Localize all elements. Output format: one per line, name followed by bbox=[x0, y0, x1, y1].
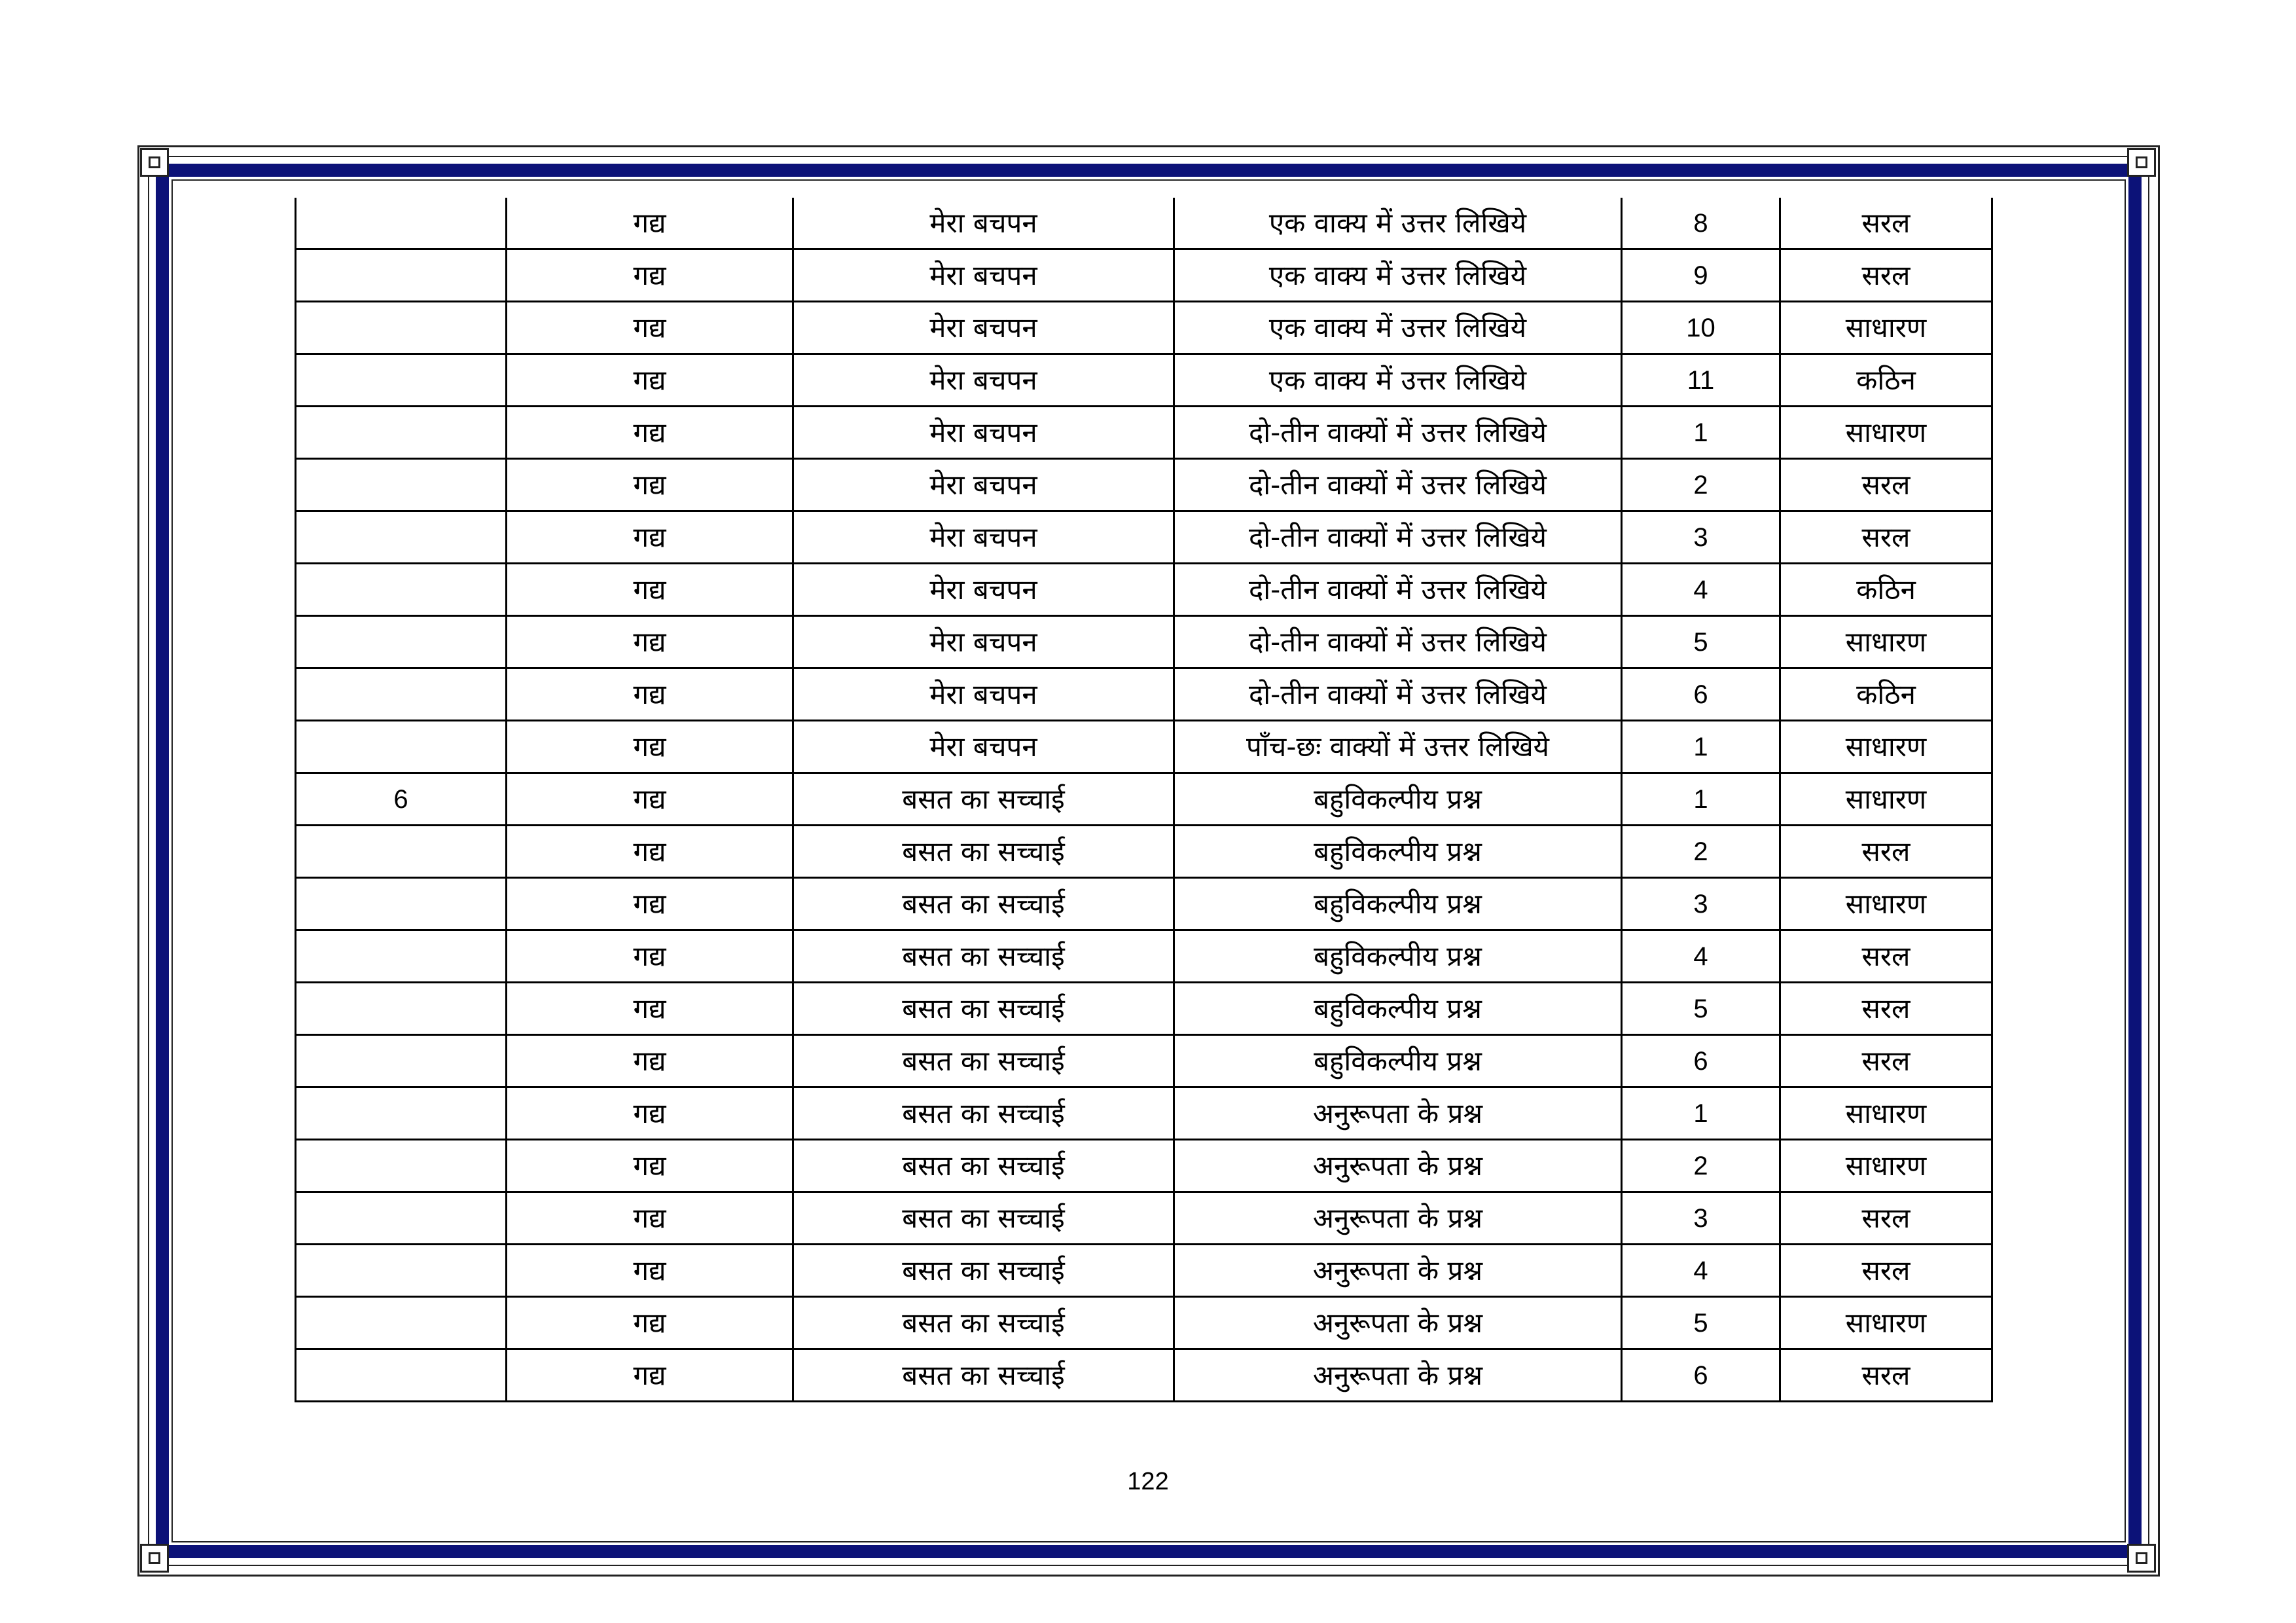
cell-lesson-name: बसत का सच्चाई bbox=[793, 773, 1174, 826]
cell-difficulty-level: सरल bbox=[1780, 1245, 1992, 1297]
cell-difficulty-level: सरल bbox=[1780, 1349, 1992, 1402]
cell-serial bbox=[296, 668, 507, 721]
cell-question-number: 3 bbox=[1622, 878, 1780, 930]
cell-question-number: 5 bbox=[1622, 983, 1780, 1035]
cell-question-number: 5 bbox=[1622, 1297, 1780, 1349]
cell-question-number: 3 bbox=[1622, 511, 1780, 564]
cell-question-number: 1 bbox=[1622, 1087, 1780, 1140]
cell-difficulty-level: साधारण bbox=[1780, 616, 1992, 668]
table-row bbox=[296, 1349, 1992, 1402]
border-corner-ornament bbox=[140, 148, 169, 177]
cell-question-type: अनुरूपता के प्रश्न bbox=[1174, 1245, 1622, 1297]
cell-question-number: 10 bbox=[1622, 302, 1780, 354]
cell-question-number: 4 bbox=[1622, 1245, 1780, 1297]
table-row bbox=[296, 354, 1992, 407]
cell-question-type: एक वाक्य में उत्तर लिखिये bbox=[1174, 302, 1622, 354]
cell-difficulty-level: सरल bbox=[1780, 459, 1992, 511]
cell-section-type: गद्य bbox=[507, 302, 793, 354]
cell-difficulty-level: सरल bbox=[1780, 249, 1992, 302]
cell-question-type: दो-तीन वाक्यों में उत्तर लिखिये bbox=[1174, 407, 1622, 459]
cell-question-number: 9 bbox=[1622, 249, 1780, 302]
cell-question-type: अनुरूपता के प्रश्न bbox=[1174, 1087, 1622, 1140]
cell-difficulty-level: सरल bbox=[1780, 511, 1992, 564]
cell-lesson-name: मेरा बचपन bbox=[793, 511, 1174, 564]
cell-difficulty-level: कठिन bbox=[1780, 564, 1992, 616]
cell-question-type: बहुविकल्पीय प्रश्न bbox=[1174, 878, 1622, 930]
table-row bbox=[296, 198, 1992, 249]
cell-question-type: बहुविकल्पीय प्रश्न bbox=[1174, 930, 1622, 983]
table-row bbox=[296, 878, 1992, 930]
cell-section-type: गद्य bbox=[507, 721, 793, 773]
cell-serial bbox=[296, 826, 507, 878]
cell-question-number: 6 bbox=[1622, 668, 1780, 721]
cell-lesson-name: बसत का सच्चाई bbox=[793, 1140, 1174, 1192]
cell-question-type: बहुविकल्पीय प्रश्न bbox=[1174, 983, 1622, 1035]
cell-lesson-name: बसत का सच्चाई bbox=[793, 1245, 1174, 1297]
cell-difficulty-level: साधारण bbox=[1780, 302, 1992, 354]
cell-serial bbox=[296, 721, 507, 773]
border-corner-ornament bbox=[2127, 1544, 2156, 1573]
table-row bbox=[296, 459, 1992, 511]
cell-serial bbox=[296, 983, 507, 1035]
table-body bbox=[296, 198, 1992, 1402]
cell-difficulty-level: साधारण bbox=[1780, 1087, 1992, 1140]
cell-serial bbox=[296, 198, 507, 249]
cell-lesson-name: मेरा बचपन bbox=[793, 249, 1174, 302]
cell-question-type: एक वाक्य में उत्तर लिखिये bbox=[1174, 198, 1622, 249]
table-row bbox=[296, 1035, 1992, 1087]
cell-lesson-name: बसत का सच्चाई bbox=[793, 1297, 1174, 1349]
table-row bbox=[296, 1192, 1992, 1245]
cell-question-number: 1 bbox=[1622, 721, 1780, 773]
cell-serial bbox=[296, 1035, 507, 1087]
cell-lesson-name: मेरा बचपन bbox=[793, 668, 1174, 721]
cell-section-type: गद्य bbox=[507, 773, 793, 826]
table-row bbox=[296, 249, 1992, 302]
cell-section-type: गद्य bbox=[507, 1087, 793, 1140]
cell-question-type: अनुरूपता के प्रश्न bbox=[1174, 1349, 1622, 1402]
cell-question-number: 5 bbox=[1622, 616, 1780, 668]
cell-lesson-name: बसत का सच्चाई bbox=[793, 1349, 1174, 1402]
cell-section-type: गद्य bbox=[507, 983, 793, 1035]
cell-question-number: 2 bbox=[1622, 1140, 1780, 1192]
table-row bbox=[296, 1245, 1992, 1297]
cell-serial bbox=[296, 1297, 507, 1349]
cell-question-type: दो-तीन वाक्यों में उत्तर लिखिये bbox=[1174, 668, 1622, 721]
cell-lesson-name: मेरा बचपन bbox=[793, 616, 1174, 668]
cell-question-type: बहुविकल्पीय प्रश्न bbox=[1174, 826, 1622, 878]
cell-difficulty-level: सरल bbox=[1780, 930, 1992, 983]
cell-question-type: दो-तीन वाक्यों में उत्तर लिखिये bbox=[1174, 459, 1622, 511]
cell-difficulty-level: साधारण bbox=[1780, 878, 1992, 930]
cell-section-type: गद्य bbox=[507, 1245, 793, 1297]
cell-serial bbox=[296, 1245, 507, 1297]
cell-lesson-name: बसत का सच्चाई bbox=[793, 1087, 1174, 1140]
cell-lesson-name: बसत का सच्चाई bbox=[793, 930, 1174, 983]
cell-difficulty-level: सरल bbox=[1780, 1192, 1992, 1245]
cell-serial bbox=[296, 407, 507, 459]
cell-serial bbox=[296, 249, 507, 302]
cell-serial bbox=[296, 302, 507, 354]
cell-question-number: 3 bbox=[1622, 1192, 1780, 1245]
cell-serial bbox=[296, 459, 507, 511]
cell-question-type: अनुरूपता के प्रश्न bbox=[1174, 1297, 1622, 1349]
cell-question-number: 4 bbox=[1622, 930, 1780, 983]
cell-lesson-name: मेरा बचपन bbox=[793, 459, 1174, 511]
cell-serial bbox=[296, 930, 507, 983]
cell-difficulty-level: सरल bbox=[1780, 983, 1992, 1035]
cell-serial: 6 bbox=[296, 773, 507, 826]
cell-serial bbox=[296, 354, 507, 407]
cell-question-type: अनुरूपता के प्रश्न bbox=[1174, 1140, 1622, 1192]
cell-serial bbox=[296, 878, 507, 930]
cell-question-type: दो-तीन वाक्यों में उत्तर लिखिये bbox=[1174, 511, 1622, 564]
cell-section-type: गद्य bbox=[507, 198, 793, 249]
cell-question-type: अनुरूपता के प्रश्न bbox=[1174, 1192, 1622, 1245]
cell-section-type: गद्य bbox=[507, 459, 793, 511]
table-row bbox=[296, 616, 1992, 668]
table-row bbox=[296, 773, 1992, 826]
cell-lesson-name: मेरा बचपन bbox=[793, 721, 1174, 773]
cell-serial bbox=[296, 1192, 507, 1245]
cell-difficulty-level: कठिन bbox=[1780, 354, 1992, 407]
cell-lesson-name: बसत का सच्चाई bbox=[793, 1035, 1174, 1087]
cell-lesson-name: मेरा बचपन bbox=[793, 407, 1174, 459]
table-row bbox=[296, 668, 1992, 721]
cell-difficulty-level: सरल bbox=[1780, 198, 1992, 249]
cell-question-number: 4 bbox=[1622, 564, 1780, 616]
cell-difficulty-level: साधारण bbox=[1780, 721, 1992, 773]
cell-question-type: एक वाक्य में उत्तर लिखिये bbox=[1174, 354, 1622, 407]
cell-question-type: बहुविकल्पीय प्रश्न bbox=[1174, 773, 1622, 826]
cell-section-type: गद्य bbox=[507, 1192, 793, 1245]
cell-serial bbox=[296, 1087, 507, 1140]
cell-section-type: गद्य bbox=[507, 354, 793, 407]
cell-serial bbox=[296, 616, 507, 668]
cell-section-type: गद्य bbox=[507, 1140, 793, 1192]
table-row bbox=[296, 983, 1992, 1035]
cell-question-number: 6 bbox=[1622, 1035, 1780, 1087]
table-row bbox=[296, 407, 1992, 459]
cell-question-number: 1 bbox=[1622, 773, 1780, 826]
table-row bbox=[296, 1140, 1992, 1192]
cell-question-number: 6 bbox=[1622, 1349, 1780, 1402]
cell-section-type: गद्य bbox=[507, 564, 793, 616]
cell-difficulty-level: साधारण bbox=[1780, 407, 1992, 459]
cell-question-number: 2 bbox=[1622, 826, 1780, 878]
cell-section-type: गद्य bbox=[507, 878, 793, 930]
table-row bbox=[296, 930, 1992, 983]
page-number: 122 bbox=[1127, 1468, 1169, 1495]
cell-lesson-name: मेरा बचपन bbox=[793, 198, 1174, 249]
table-row bbox=[296, 721, 1992, 773]
cell-serial bbox=[296, 1140, 507, 1192]
table-row bbox=[296, 1297, 1992, 1349]
table-row bbox=[296, 511, 1992, 564]
table-row bbox=[296, 302, 1992, 354]
table-row bbox=[296, 1087, 1992, 1140]
cell-difficulty-level: साधारण bbox=[1780, 1140, 1992, 1192]
cell-difficulty-level: कठिन bbox=[1780, 668, 1992, 721]
cell-section-type: गद्य bbox=[507, 826, 793, 878]
cell-lesson-name: मेरा बचपन bbox=[793, 302, 1174, 354]
cell-section-type: गद्य bbox=[507, 1035, 793, 1087]
cell-section-type: गद्य bbox=[507, 930, 793, 983]
table-row bbox=[296, 564, 1992, 616]
border-corner-ornament bbox=[140, 1544, 169, 1573]
question-blueprint-table bbox=[295, 198, 1993, 1402]
cell-question-type: बहुविकल्पीय प्रश्न bbox=[1174, 1035, 1622, 1087]
border-corner-ornament bbox=[2127, 148, 2156, 177]
table-row bbox=[296, 826, 1992, 878]
cell-question-number: 8 bbox=[1622, 198, 1780, 249]
cell-question-number: 11 bbox=[1622, 354, 1780, 407]
cell-question-number: 1 bbox=[1622, 407, 1780, 459]
cell-question-type: दो-तीन वाक्यों में उत्तर लिखिये bbox=[1174, 616, 1622, 668]
cell-lesson-name: मेरा बचपन bbox=[793, 564, 1174, 616]
cell-section-type: गद्य bbox=[507, 249, 793, 302]
cell-serial bbox=[296, 564, 507, 616]
cell-lesson-name: बसत का सच्चाई bbox=[793, 826, 1174, 878]
cell-difficulty-level: साधारण bbox=[1780, 1297, 1992, 1349]
cell-section-type: गद्य bbox=[507, 511, 793, 564]
cell-section-type: गद्य bbox=[507, 668, 793, 721]
cell-section-type: गद्य bbox=[507, 616, 793, 668]
cell-serial bbox=[296, 511, 507, 564]
cell-lesson-name: बसत का सच्चाई bbox=[793, 1192, 1174, 1245]
cell-question-type: एक वाक्य में उत्तर लिखिये bbox=[1174, 249, 1622, 302]
cell-lesson-name: बसत का सच्चाई bbox=[793, 878, 1174, 930]
cell-serial bbox=[296, 1349, 507, 1402]
cell-difficulty-level: सरल bbox=[1780, 1035, 1992, 1087]
cell-section-type: गद्य bbox=[507, 407, 793, 459]
cell-question-type: दो-तीन वाक्यों में उत्तर लिखिये bbox=[1174, 564, 1622, 616]
cell-question-number: 2 bbox=[1622, 459, 1780, 511]
cell-question-type: पाँच-छः वाक्यों में उत्तर लिखिये bbox=[1174, 721, 1622, 773]
cell-difficulty-level: साधारण bbox=[1780, 773, 1992, 826]
cell-lesson-name: बसत का सच्चाई bbox=[793, 983, 1174, 1035]
cell-lesson-name: मेरा बचपन bbox=[793, 354, 1174, 407]
cell-section-type: गद्य bbox=[507, 1349, 793, 1402]
cell-difficulty-level: सरल bbox=[1780, 826, 1992, 878]
cell-section-type: गद्य bbox=[507, 1297, 793, 1349]
